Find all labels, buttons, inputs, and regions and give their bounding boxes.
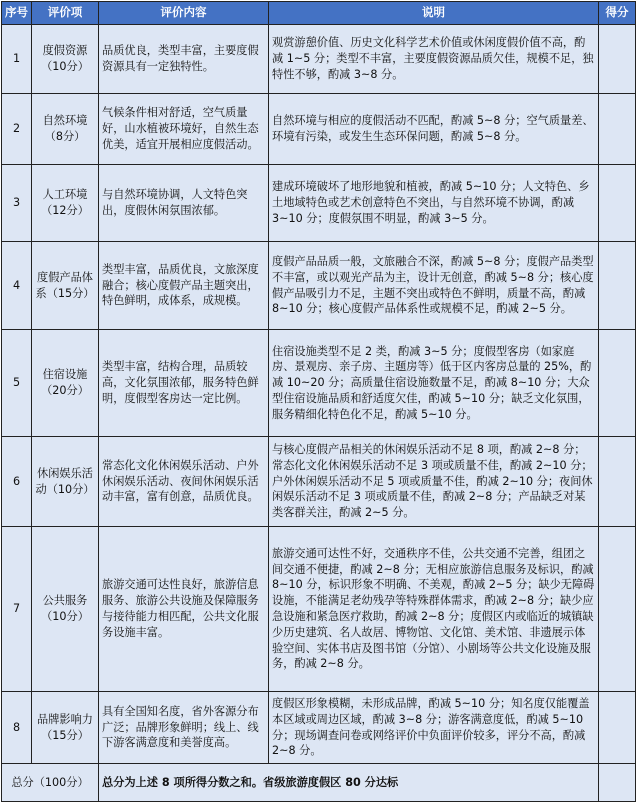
row-number: 1 (2, 25, 32, 94)
table-row (2, 242, 636, 330)
row-description: 度假产品品质一般，文旅融合不深，酌减 5~8 分；度假产品类型不丰富，或以观光产品为主，设计无创意，酌减 5~8 分；核心度假产品吸引力不足，主题不突出或特色不鲜明，质量不高，酌减 8~10 分；核心度假产品体系性或规模不足，酌减 2~5 分。 (269, 242, 599, 330)
total-score (599, 764, 636, 802)
row-score (599, 242, 636, 330)
row-description: 旅游交通可达性不好，交通秩序不佳，公共交通不完善，组团之间交通不便捷，酌减 2~8 分；无相应旅游信息服务及标识，酌减 8~10 分，标识形象不明确、不美观，酌减 2~5 分；缺少无障碍设施，不能满足老幼残孕等特殊群体需求，酌减 2~8 分；缺少应急设施和紧急医疗救助，酌减 2~8 分；度假区内或临近的城镇缺少历史建筑、名人故居、博物馆、文化馆、美术馆、非遗展示体验空间、实体书店及图书馆（分馆）、小剧场等公共文化设施及服务，酌减 2~8 分。 (269, 527, 599, 692)
row-score (599, 330, 636, 437)
row-item: 公共服务（10分） (32, 527, 99, 692)
row-item: 度假产品体系（15分） (32, 242, 99, 330)
header-item: 评价项 (32, 2, 99, 25)
header-description: 说明 (269, 2, 599, 25)
row-item: 品牌影响力（15分） (32, 692, 99, 764)
total-text: 总分为上述 8 项所得分数之和。省级旅游度假区 80 分达标 (99, 764, 599, 802)
row-number: 3 (2, 165, 32, 242)
total-row (2, 764, 636, 802)
row-number: 7 (2, 527, 32, 692)
row-item: 休闲娱乐活动（10分） (32, 437, 99, 527)
table-row (2, 94, 636, 165)
table-row (2, 437, 636, 527)
row-score (599, 437, 636, 527)
header-no: 序号 (2, 2, 32, 25)
row-score (599, 527, 636, 692)
table-header-row (2, 2, 636, 25)
row-score (599, 25, 636, 94)
row-content: 气候条件相对舒适，空气质量好，山水植被环境好，自然生态优美，适宜开展相应度假活动。 (99, 94, 269, 165)
header-score: 得分 (599, 2, 636, 25)
row-description: 住宿设施类型不足 2 类，酌减 3~5 分；度假型客房（如家庭房、景观房、亲子房、主题房等）低于区内客房总量的 25%，酌减 10~20 分；高质量住宿设施数量不足，酌减 8~10 分；大众型住宿设施品质和舒适度欠佳，酌减 5~10 分；缺乏文化氛围，服务精细化特色化不足，酌减 5~10 分。 (269, 330, 599, 437)
row-item: 人工环境（12分） (32, 165, 99, 242)
table-row (2, 692, 636, 764)
row-content: 具有全国知名度，省外客源分布广泛；品牌形象鲜明；线上、线下游客满意度和美誉度高。 (99, 692, 269, 764)
table-row (2, 165, 636, 242)
row-description: 建成环境破坏了地形地貌和植被，酌减 5~10 分；人文特色、乡土地域特色或艺术创意特色不突出，与自然环境不协调，酌减 3~10 分；度假氛围不明显，酌减 3~5 分。 (269, 165, 599, 242)
row-number: 4 (2, 242, 32, 330)
table-row (2, 527, 636, 692)
row-number: 8 (2, 692, 32, 764)
row-item: 住宿设施（20分） (32, 330, 99, 437)
row-content: 类型丰富，结构合理，品质较高，文化氛围浓郁，服务特色鲜明，度假型客房达一定比例。 (99, 330, 269, 437)
row-item: 自然环境（8分） (32, 94, 99, 165)
row-number: 6 (2, 437, 32, 527)
row-description: 与核心度假产品相关的休闲娱乐活动不足 8 项，酌减 2~8 分；常态化文化休闲娱乐活动不足 3 项或质量不佳，酌减 2~10 分；户外休闲娱乐活动不足 5 项或质量不佳，酌减 2~10 分；夜间休闲娱乐活动不足 3 项或质量不佳，酌减 2~8 分；产品缺乏对某类客群关注，酌减 2~5 分。 (269, 437, 599, 527)
row-item: 度假资源（10分） (32, 25, 99, 94)
row-content: 旅游交通可达性良好，旅游信息服务、旅游公共设施及保障服务与接待能力相匹配，公共文化服务设施丰富。 (99, 527, 269, 692)
row-score (599, 94, 636, 165)
total-item: 总分（100分） (2, 764, 99, 802)
row-content: 与自然环境协调，人文特色突出，度假休闲氛围浓郁。 (99, 165, 269, 242)
table-row (2, 330, 636, 437)
row-content: 品质优良，类型丰富，主要度假资源具有一定独特性。 (99, 25, 269, 94)
row-description: 度假区形象模糊，未形成品牌，酌减 5~10 分；知名度仅能覆盖本区域或周边区域，酌减 3~8 分；游客满意度低，酌减 5~10 分；现场调查问卷或网络评价中负面评价较多，评分不高，酌减 2~8 分。 (269, 692, 599, 764)
row-description: 自然环境与相应的度假活动不匹配，酌减 5~8 分；空气质量差、环境有污染，或发生生态环保问题，酌减 5~8 分。 (269, 94, 599, 165)
row-score (599, 165, 636, 242)
table-row (2, 25, 636, 94)
row-content: 类型丰富，品质优良，文旅深度融合；核心度假产品主题突出，特色鲜明，成体系，成规模。 (99, 242, 269, 330)
header-content: 评价内容 (99, 2, 269, 25)
row-number: 2 (2, 94, 32, 165)
row-score (599, 692, 636, 764)
evaluation-table (1, 1, 636, 802)
row-content: 常态化文化休闲娱乐活动、户外休闲娱乐活动、夜间休闲娱乐活动丰富，富有创意，品质优良。 (99, 437, 269, 527)
row-description: 观赏游憩价值、历史文化科学艺术价值或休闲度假价值不高，酌减 1~5 分；类型不丰富，主要度假资源品质欠佳，规模不足，独特性不够，酌减 3~8 分。 (269, 25, 599, 94)
row-number: 5 (2, 330, 32, 437)
